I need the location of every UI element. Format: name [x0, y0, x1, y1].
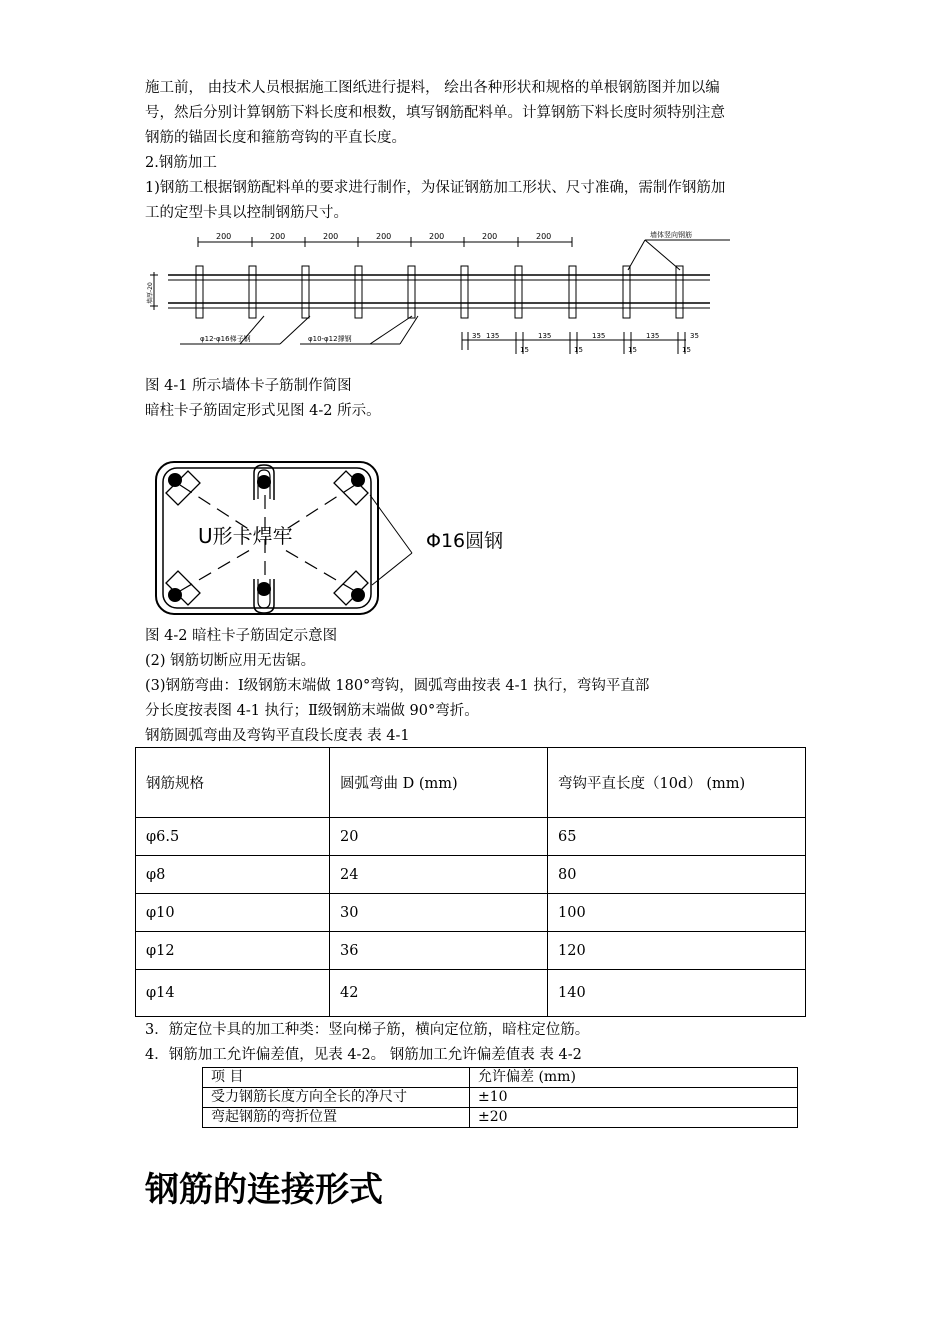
table-cell: 65 — [548, 818, 806, 856]
fig1-bdim-5: 135 — [646, 332, 660, 340]
para-2: (2) 钢筋切断应用无齿锯。 — [145, 653, 316, 669]
table-header-cell: 允许偏差 (mm) — [470, 1068, 798, 1088]
table-cell: φ14 — [136, 970, 330, 1017]
table-cell: φ10 — [136, 894, 330, 932]
intro-line-2: 号，然后分别计算钢筋下料长度和根数，填写钢筋配料单。计算钢筋下料长度时须特别注意 — [145, 105, 725, 121]
table1-title: 钢筋圆弧弯曲及弯钩平直段长度表 表 4-1 — [145, 728, 410, 744]
para-3-line-2: 分长度按表图 4-1 执行；Ⅱ级钢筋末端做 90°弯折。 — [145, 703, 479, 719]
fig1-label-wall: 墙体竖向钢筋 — [650, 231, 692, 239]
item-3: 3．筋定位卡具的加工种类：竖向梯子筋，横向定位筋，暗柱定位筋。 — [145, 1022, 590, 1038]
table-header-row — [203, 1068, 798, 1088]
fig1-bdim-2: 135 — [486, 332, 500, 340]
fig2-caption: 图 4-2 暗柱卡子筋固定示意图 — [145, 628, 338, 644]
table-cell: φ8 — [136, 856, 330, 894]
figure-4-2 — [150, 455, 520, 623]
table-cell: φ6.5 — [136, 818, 330, 856]
section-title: 2.钢筋加工 — [145, 155, 217, 171]
fig1-label-ladder: φ12-φ16梯子钢 — [200, 335, 251, 343]
table-cell: 80 — [548, 856, 806, 894]
table-header-cell: 圆弧弯曲 D (mm) — [330, 748, 548, 818]
para-1-line-2: 工的定型卡具以控制钢筋尺寸。 — [145, 205, 348, 221]
table-cell: 20 — [330, 818, 548, 856]
table-cell: 36 — [330, 932, 548, 970]
para-1-line-1: 1)钢筋工根据钢筋配料单的要求进行制作，为保证钢筋加工形状、尺寸准确，需制作钢筋加 — [145, 180, 726, 196]
table-cell: 100 — [548, 894, 806, 932]
table-header-cell: 弯钩平直长度（10d） (mm) — [548, 748, 806, 818]
fig2-label-rod: Φ16圆钢 — [426, 530, 504, 552]
intro-line-1: 施工前， 由技术人员根据施工图纸进行提料， 绘出各种形状和规格的单根钢筋图并加以编 — [145, 80, 720, 96]
table-row — [136, 932, 806, 970]
table-row — [203, 1108, 798, 1128]
fig2-intro: 暗柱卡子筋固定形式见图 4-2 所示。 — [145, 403, 381, 419]
fig1-bdim-1: 35 — [472, 332, 481, 340]
table-cell: ±20 — [470, 1108, 798, 1128]
table-cell: 120 — [548, 932, 806, 970]
table-cell: 受力钢筋长度方向全长的净尺寸 — [203, 1088, 470, 1108]
fig1-side-dim: 墙厚-20 — [147, 282, 154, 304]
fig1-bdim-6: 35 — [690, 332, 699, 340]
table-row — [136, 970, 806, 1017]
para-3-line-1: (3)钢筋弯曲：Ⅰ级钢筋末端做 180°弯钩，圆弧弯曲按表 4-1 执行，弯钩平直部 — [145, 678, 650, 694]
fig1-label-rung: φ10-φ12撑钢 — [308, 335, 352, 343]
fig1-dim-4: 200 — [376, 232, 392, 241]
fig1-dim-6: 200 — [482, 232, 498, 241]
fig1-small-2: 15 — [574, 346, 583, 354]
table-row — [203, 1088, 798, 1108]
fig1-dim-3: 200 — [323, 232, 339, 241]
table-cell: 弯起钢筋的弯折位置 — [203, 1108, 470, 1128]
section-heading: 钢筋的连接形式 — [145, 1170, 383, 1210]
fig1-small-3: 15 — [628, 346, 637, 354]
fig1-dim-1: 200 — [216, 232, 232, 241]
fig1-dim-5: 200 — [429, 232, 445, 241]
table-cell: φ12 — [136, 932, 330, 970]
item-4: 4．钢筋加工允许偏差值，见表 4-2。 钢筋加工允许偏差值表 表 4-2 — [145, 1047, 582, 1063]
fig1-small-1: 15 — [520, 346, 529, 354]
table-cell: 24 — [330, 856, 548, 894]
table-header-cell: 项 目 — [203, 1068, 470, 1088]
table-header-cell: 钢筋规格 — [136, 748, 330, 818]
table-4-1 — [135, 747, 806, 1017]
fig1-bdim-4: 135 — [592, 332, 606, 340]
fig2-label-center: U形卡焊牢 — [198, 524, 293, 548]
table-header-row — [136, 748, 806, 818]
table-row — [136, 894, 806, 932]
fig1-bdim-3: 135 — [538, 332, 552, 340]
table-4-2 — [202, 1067, 798, 1128]
table-cell: 30 — [330, 894, 548, 932]
fig1-small-4: 15 — [682, 346, 691, 354]
figure-4-1 — [140, 226, 730, 358]
fig1-dim-7: 200 — [536, 232, 552, 241]
table-cell: 140 — [548, 970, 806, 1017]
intro-line-3: 钢筋的锚固长度和箍筋弯钩的平直长度。 — [145, 130, 406, 146]
table-cell: 42 — [330, 970, 548, 1017]
table-row — [136, 818, 806, 856]
fig1-dim-2: 200 — [270, 232, 286, 241]
fig1-caption: 图 4-1 所示墙体卡子筋制作简图 — [145, 378, 352, 394]
table-cell: ±10 — [470, 1088, 798, 1108]
table-row — [136, 856, 806, 894]
